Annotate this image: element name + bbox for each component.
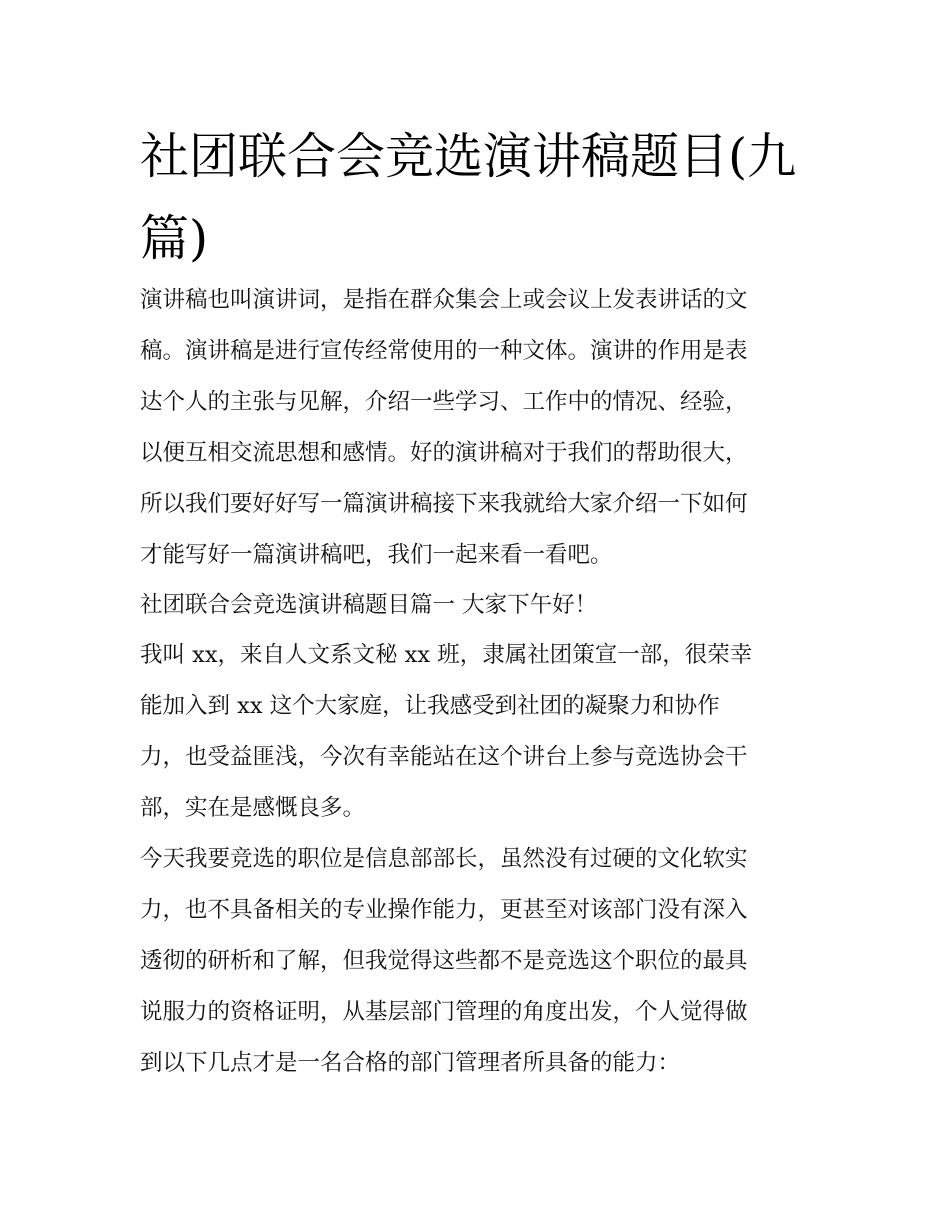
document-body	[140, 284, 820, 1098]
text-line: 今天我要竞选的职位是信息部部长，虽然没有过硬的文化软实	[140, 846, 748, 872]
text-line: 达个人的主张与见解，介绍一些学习、工作中的情况、经验，	[140, 389, 748, 415]
text-line: 演讲稿也叫演讲词，是指在群众集会上或会议上发表讲话的文	[140, 287, 748, 313]
text-line: 我叫 xx，来自人文系文秘 xx 班，隶属社团策宣一部，很荣幸	[140, 642, 753, 668]
text-line: 部，实在是感慨良多。	[140, 795, 366, 821]
document-title: 社团联合会竞选演讲稿题目(九篇)	[140, 128, 797, 267]
text-line: 力，也受益匪浅，今次有幸能站在这个讲台上参与竞选协会干	[140, 744, 748, 770]
section-heading: 社团联合会竞选演讲稿题目篇一 大家下午好！	[140, 592, 598, 618]
text-line: 说服力的资格证明，从基层部门管理的角度出发，个人觉得做	[140, 999, 748, 1025]
text-line: 到以下几点才是一名合格的部门管理者所具备的能力：	[140, 1050, 681, 1076]
text-line: 能加入到 xx 这个大家庭，让我感受到社团的凝聚力和协作	[140, 693, 720, 719]
text-line: 所以我们要好好写一篇演讲稿接下来我就给大家介绍一下如何	[140, 491, 748, 517]
text-line: 稿。演讲稿是进行宣传经常使用的一种文体。演讲的作用是表	[140, 338, 748, 364]
text-line: 力，也不具备相关的专业操作能力，更甚至对该部门没有深入	[140, 897, 748, 923]
text-line: 透彻的研析和了解，但我觉得这些都不是竞选这个职位的最具	[140, 948, 748, 974]
text-line: 才能写好一篇演讲稿吧，我们一起来看一看吧。	[140, 542, 613, 568]
text-line: 以便互相交流思想和感情。好的演讲稿对于我们的帮助很大，	[140, 440, 748, 466]
